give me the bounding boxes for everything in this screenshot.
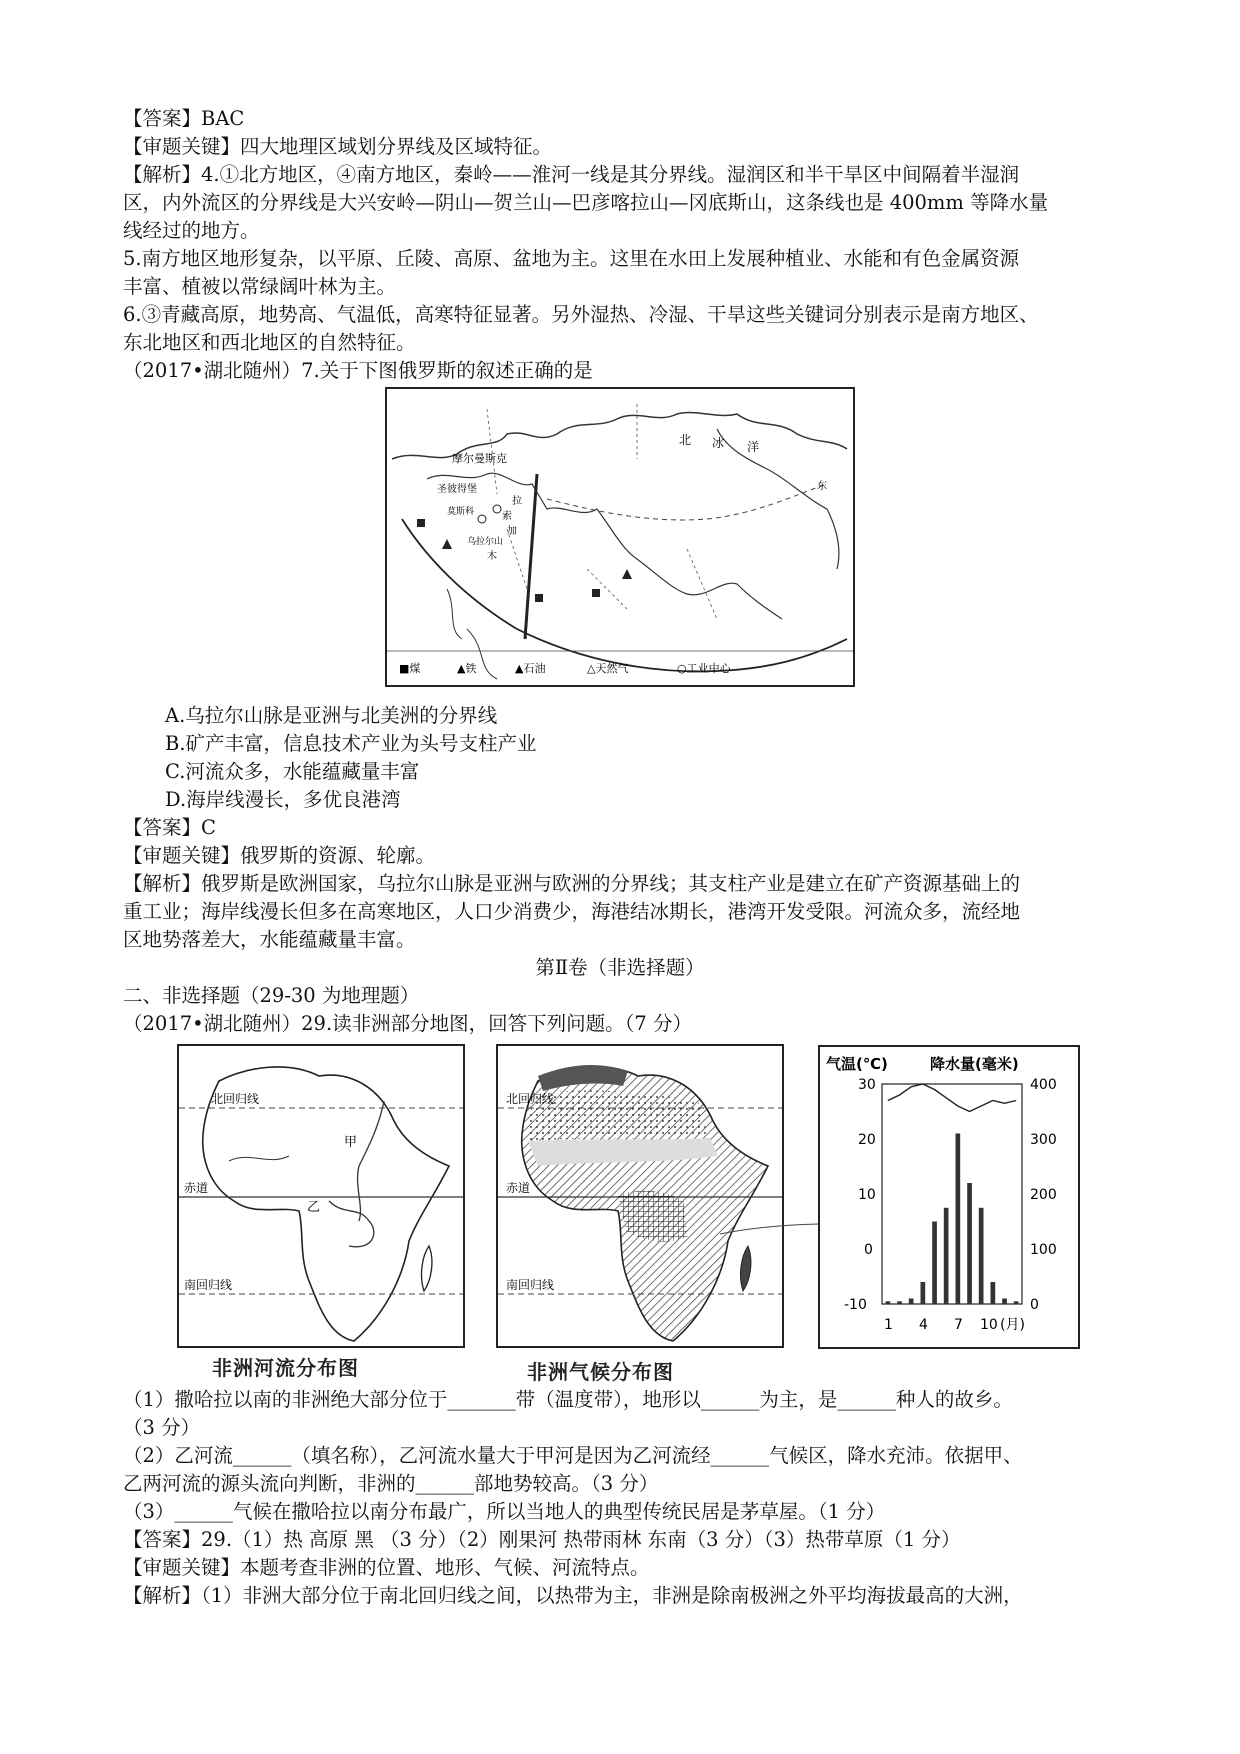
river-jia-label: 甲 <box>344 1135 358 1150</box>
temp-tick: 10 <box>858 1187 876 1203</box>
section-title: 第Ⅱ卷（非选择题） <box>535 956 705 979</box>
analysis-line: 线经过的地方。 <box>123 219 260 242</box>
precip-bars <box>886 1134 1019 1305</box>
precip-bar <box>897 1301 902 1304</box>
legend-iron: ▲铁 <box>457 662 477 675</box>
tropic-south-label: 南回归线 <box>506 1278 555 1292</box>
coal-marker <box>592 589 600 597</box>
precip-bar <box>886 1301 891 1304</box>
option-b: B.矿产丰富，信息技术产业为头号支柱产业 <box>165 732 537 755</box>
legend-coal: ■煤 <box>399 662 421 675</box>
subquestion-3: （3）______气候在撒哈拉以南分布最广，所以当地人的典型传统民居是茅草屋。（1 分） <box>123 1500 886 1523</box>
industry-marker <box>478 515 486 523</box>
tropic-north-label: 北回归线 <box>506 1092 555 1106</box>
temp-axis-label: 气温(℃) <box>826 1055 888 1073</box>
subquestion-2: （2）乙河流______（填名称），乙河流水量大于甲河是因为乙河流经______气候区，降水充沛。依据甲、 <box>123 1444 1023 1467</box>
precip-tick: 0 <box>1030 1297 1039 1313</box>
option-c: C.河流众多，水能蕴藏量丰富 <box>165 760 420 783</box>
precip-bar <box>944 1208 949 1304</box>
answer-line: 【答案】C <box>123 816 216 839</box>
temp-tick: 0 <box>864 1242 873 1258</box>
caption-river-map: 非洲河流分布图 <box>212 1356 359 1380</box>
russia-map-label: 北 <box>679 433 692 447</box>
russia-map-label: 木 <box>487 551 497 562</box>
industry-marker <box>493 505 501 513</box>
precip-bar <box>921 1282 926 1304</box>
precip-axis-label: 降水量(毫米) <box>930 1055 1019 1073</box>
month-tick: 4 <box>919 1317 928 1333</box>
key-line: 【审题关键】本题考查非洲的位置、地形、气候、河流特点。 <box>123 1556 650 1579</box>
temp-tick: 20 <box>858 1132 876 1148</box>
russia-map <box>385 387 855 687</box>
coal-marker <box>535 594 543 602</box>
precip-bar <box>1014 1301 1019 1304</box>
precip-bar <box>991 1282 996 1304</box>
answer-line: 【答案】29.（1）热 高原 黑 （3 分）（2）刚果河 热带雨林 东南（3 分）（3）热带草原（1 分） <box>123 1528 961 1551</box>
equator-label: 赤道 <box>506 1181 531 1195</box>
month-tick: (月) <box>1000 1317 1025 1333</box>
russia-map-label: 拉 <box>512 496 522 507</box>
temp-tick: 30 <box>858 1077 876 1093</box>
connector-line <box>720 1220 820 1240</box>
climate-chart-svg <box>820 1047 1078 1347</box>
africa-climate-map <box>496 1044 784 1348</box>
russia-map-drawing <box>387 389 853 685</box>
tropic-south-label: 南回归线 <box>184 1278 233 1292</box>
iron-marker <box>622 569 632 579</box>
russia-map-label: 摩尔曼斯克 <box>452 452 507 465</box>
russia-map-label: 莫斯科 <box>447 507 475 517</box>
equator-label: 赤道 <box>184 1181 209 1195</box>
legend-industry: ○工业中心 <box>677 662 731 675</box>
month-tick: 10 <box>980 1317 998 1333</box>
africa-river-drawing <box>179 1046 463 1346</box>
precip-tick: 100 <box>1030 1242 1057 1258</box>
option-a: A.乌拉尔山脉是亚洲与北美洲的分界线 <box>165 704 498 727</box>
month-tick: 7 <box>954 1317 963 1333</box>
month-ticks <box>884 1317 1025 1333</box>
subquestion-1: （1）撒哈拉以南的非洲绝大部分位于_______带（温度带），地形以______为主，是______种人的故乡。 <box>123 1388 1013 1411</box>
russia-map-label: 索 <box>502 511 512 522</box>
question-29: （2017•湖北随州）29.读非洲部分地图，回答下列问题。（7 分） <box>123 1012 692 1035</box>
analysis-line: 【解析】俄罗斯是欧洲国家，乌拉尔山脉是亚洲与欧洲的分界线；其支柱产业是建立在矿产资源基础上的 <box>123 872 1021 895</box>
precip-tick: 200 <box>1030 1187 1057 1203</box>
plot-frame <box>882 1084 1022 1304</box>
precip-bar <box>979 1208 984 1304</box>
subquestion-2-cont: 乙两河流的源头流向判断，非洲的______部地势较高。（3 分） <box>123 1472 659 1495</box>
precip-bar <box>967 1183 972 1304</box>
precip-tick: 300 <box>1030 1132 1057 1148</box>
legend-oil: ▲石油 <box>515 662 546 675</box>
iron-marker <box>442 539 452 549</box>
russia-map-label: 洋 <box>747 440 760 454</box>
temp-tick: -10 <box>844 1297 867 1313</box>
month-tick: 1 <box>884 1317 893 1333</box>
analysis-line: 丰富、植被以常绿阔叶林为主。 <box>123 275 397 298</box>
subquestion-1-score: （3 分） <box>123 1416 201 1439</box>
option-d: D.海岸线漫长，多优良港湾 <box>165 788 401 811</box>
precip-tick: 400 <box>1030 1077 1057 1093</box>
coal-marker <box>417 519 425 527</box>
africa-climate-drawing <box>498 1046 782 1346</box>
russia-map-label: 东 <box>817 481 827 492</box>
precip-ticks <box>1030 1077 1057 1313</box>
analysis-line: 6.③青藏高原，地势高、气温低，高寒特征显著。另外湿热、冷湿、干旱这些关键词分别表示是南方地区、 <box>123 303 1039 326</box>
answer-line: 【答案】BAC <box>123 107 245 130</box>
question-7: （2017•湖北随州）7.关于下图俄罗斯的叙述正确的是 <box>123 359 593 382</box>
key-line: 【审题关键】俄罗斯的资源、轮廓。 <box>123 844 436 867</box>
analysis-line: 区地势落差大，水能蕴藏量丰富。 <box>123 928 416 951</box>
precip-bar <box>956 1134 961 1305</box>
russia-map-label: 圣彼得堡 <box>437 484 477 495</box>
analysis-line: 【解析】（1）非洲大部分位于南北回归线之间，以热带为主，非洲是除南极洲之外平均海拔最高的大洲， <box>123 1584 1023 1607</box>
climate-chart <box>818 1045 1080 1349</box>
temp-ticks <box>844 1077 876 1313</box>
legend-gas: △天然气 <box>587 662 629 675</box>
russia-map-label: 加 <box>507 526 517 537</box>
analysis-line: 【解析】4.①北方地区，④南方地区，秦岭——淮河一线是其分界线。湿润区和半干旱区中间隔着半湿润 <box>123 163 1020 186</box>
precip-bar <box>909 1299 914 1305</box>
caption-climate-map: 非洲气候分布图 <box>527 1360 674 1384</box>
russia-map-label: 冰 <box>712 436 725 450</box>
key-line: 【审题关键】四大地理区域划分界线及区域特征。 <box>123 135 553 158</box>
analysis-line: 区，内外流区的分界线是大兴安岭—阴山—贺兰山—巴彦喀拉山—冈底斯山，这条线也是 400mm 等降水量 <box>123 191 1049 214</box>
analysis-line: 东北地区和西北地区的自然特征。 <box>123 331 416 354</box>
analysis-line: 重工业；海岸线漫长但多在高寒地区，人口少消费少，海港结冰期长，港湾开发受限。河流众多，流经地 <box>123 900 1021 923</box>
tropic-north-label: 北回归线 <box>211 1092 260 1106</box>
temperature-line <box>888 1084 1016 1112</box>
africa-river-map <box>177 1044 465 1348</box>
precip-bar <box>932 1222 937 1305</box>
section-heading: 二、非选择题（29-30 为地理题） <box>123 984 420 1007</box>
analysis-line: 5.南方地区地形复杂，以平原、丘陵、高原、盆地为主。这里在水田上发展种植业、水能和有色金属资源 <box>123 247 1020 270</box>
precip-bar <box>1002 1299 1007 1305</box>
river-yi-label: 乙 <box>307 1200 321 1215</box>
russia-map-label: 乌拉尔山 <box>467 537 504 547</box>
